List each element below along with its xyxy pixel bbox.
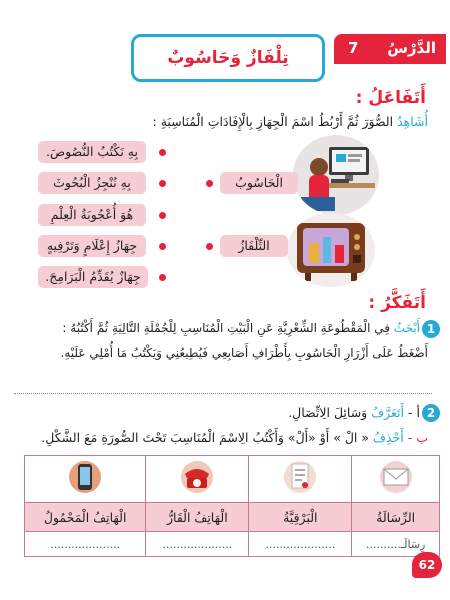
computer-illustration	[293, 135, 379, 215]
question-2b-prefix: ب -	[407, 430, 428, 445]
answer-cell[interactable]: ....................	[146, 532, 249, 557]
rotary-phone-icon	[177, 460, 217, 494]
question-1-verb: أَبْحَثُ	[393, 321, 420, 335]
name-cell: الْهَاتِفُ الْمَحْمُولُ	[25, 503, 146, 532]
question-2b	[41, 430, 428, 445]
instruction-text: الصُّوَرَ ثُمَّ أَرْبُطُ اسْمَ الْجِهَازِ بِالْإِفَادَاتِ الْمُنَاسِبَةِ :	[152, 114, 394, 129]
table-row	[25, 456, 440, 503]
title-box	[131, 34, 325, 82]
table-cell	[146, 456, 249, 503]
instruction-verb: أُشَاهِدُ	[397, 114, 428, 129]
tv-icon	[287, 213, 375, 287]
table-cell	[352, 456, 440, 503]
table-row	[25, 503, 440, 532]
device-computer[interactable]: الْحَاسُوبُ	[220, 172, 298, 194]
statement-pill[interactable]: جِهَازُ إِعْلَامٍ وَتَرْفِيهٍ	[38, 235, 146, 257]
question-2a-text: وَسَائِلَ الِاتِّصَالِ.	[288, 405, 368, 420]
device-computer-dot[interactable]	[206, 180, 213, 187]
answer-cell[interactable]: ....................	[25, 532, 146, 557]
statement-dot[interactable]	[159, 149, 166, 156]
question-2a-prefix: أ -	[408, 405, 420, 420]
question-2-badge: 2	[422, 404, 440, 422]
statement-dot[interactable]	[159, 212, 166, 219]
page-number: 62	[412, 552, 442, 578]
page-title: تِلْفَازٌ وَحَاسُوبٌ	[167, 48, 289, 68]
question-1-instruction	[62, 321, 420, 335]
name-cell: الْهَاتِفُ الْقَارُّ	[146, 503, 249, 532]
computer-icon	[293, 135, 379, 215]
table-row	[25, 532, 440, 557]
question-2a	[288, 405, 420, 420]
statement-pill[interactable]: جِهَازٌ يُقَدِّمُ الْبَرَامِجَ.	[38, 266, 148, 288]
question-2a-verb: أَتَعَرَّفُ	[371, 405, 405, 420]
statement-dot[interactable]	[159, 243, 166, 250]
name-cell: الْبَرْقِيَّةُ	[249, 503, 352, 532]
answer-cell[interactable]: رِسَالَـ..........	[352, 532, 440, 557]
envelope-icon	[376, 460, 416, 494]
table-cell	[249, 456, 352, 503]
question-1-text: فِي الْمَقْطُوعَةِ الشِّعْرِيَّةِ عَنِ الْبَيْتِ الْمُنَاسِبِ لِلْجُمْلَةِ التَّالِيَةِ ثُمَّ أَكْتُبُهُ :	[62, 321, 390, 335]
tv-illustration	[287, 213, 375, 287]
question-1-badge: 1	[422, 320, 440, 338]
statement-pill[interactable]: بِهِ نُنْجِزُ الْبُحُوثَ	[38, 172, 146, 194]
communication-table	[24, 455, 440, 557]
table-cell	[25, 456, 146, 503]
device-tv[interactable]: التِّلْفَازُ	[220, 235, 288, 257]
lesson-label: الدَّرْسُ	[387, 39, 436, 57]
name-cell: الرِّسَالَةُ	[352, 503, 440, 532]
mobile-phone-icon	[65, 460, 105, 494]
lesson-tag	[334, 34, 446, 64]
question-2b-verb: أَحْذِفُ	[373, 430, 404, 445]
statement-dot[interactable]	[159, 180, 166, 187]
divider	[14, 393, 432, 394]
question-1-sentence: أَضْغَطُ عَلَى أَزْرَارِ الْحَاسُوبِ بِأَطْرَافِ أَصَابِعِي فَيُطِيعُنِي وَيَكْتُبُ مَا أُمْلِي عَلَيْهِ.	[60, 346, 428, 360]
document-icon	[280, 460, 320, 494]
question-2b-text: « الْ » أَوْ «أَلْ» وَأَكْتُبُ الِاسْمَ الْمُنَاسِبَ تَحْتَ الصُّورَةِ مَعَ الشَّكْلِ.	[41, 430, 370, 445]
statement-pill[interactable]: بِهِ نَكْتُبُ النُّصُوصَ.	[38, 141, 146, 163]
interact-instruction	[153, 114, 428, 129]
answer-cell[interactable]: ....................	[249, 532, 352, 557]
lesson-number: 7	[348, 39, 359, 57]
interact-heading: أَتَفَاعَلُ :	[355, 88, 426, 108]
statement-dot[interactable]	[159, 274, 166, 281]
statement-pill[interactable]: هُوَ أُعْجُوبَةُ الْعِلْمِ	[38, 204, 146, 226]
think-heading: أَتَفَكَّرُ :	[368, 293, 426, 313]
device-tv-dot[interactable]	[206, 243, 213, 250]
